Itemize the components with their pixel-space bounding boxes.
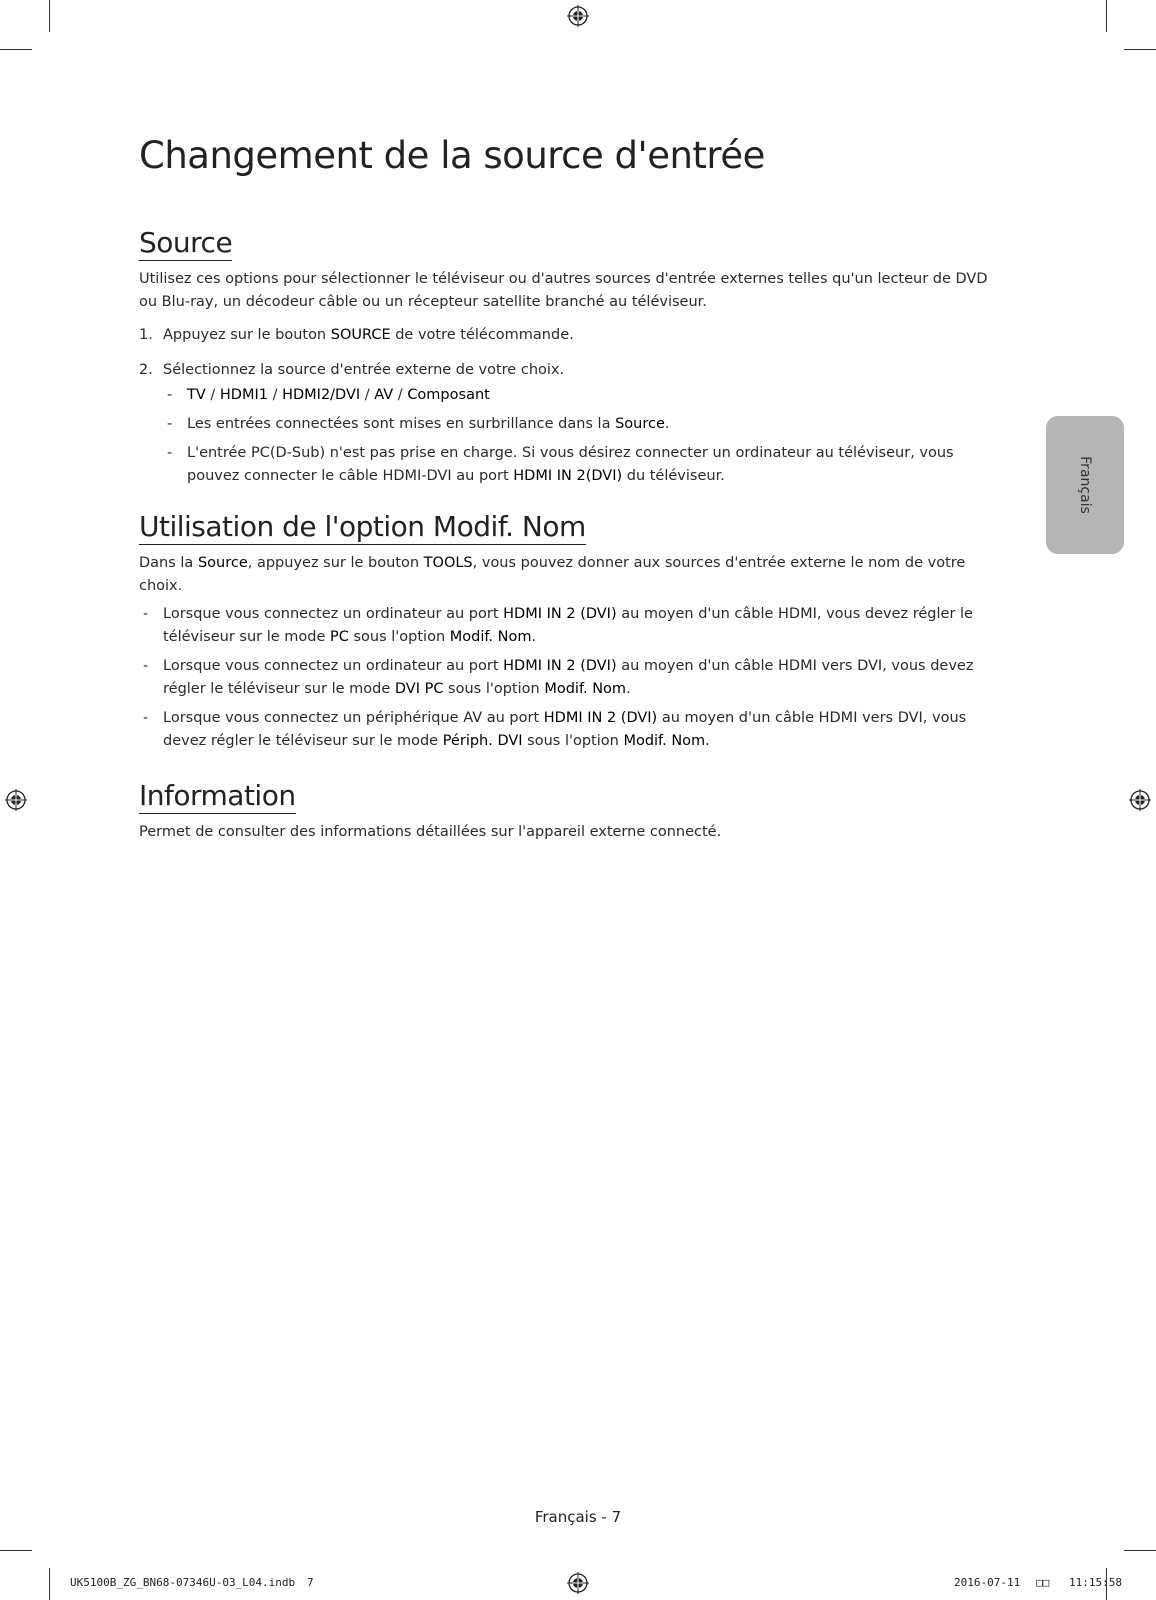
highlight: HDMI IN 2 (DVI) (503, 658, 617, 674)
slug-page: 7 (307, 1576, 314, 1589)
list-text: au moyen d'un câble HDMI vers DVI, vous devez régler le téléviseur sur le mode (163, 710, 967, 749)
highlight: Source (615, 416, 665, 432)
highlight: TOOLS (423, 555, 473, 571)
step-text: Appuyez sur le bouton (163, 327, 331, 343)
highlight: Modif. Nom (544, 681, 627, 697)
slug-date: 2016-07-11 (954, 1576, 1021, 1589)
step-number: 2. (139, 362, 153, 378)
section-rename (139, 510, 1009, 753)
list-text: du téléviseur. (622, 468, 725, 484)
crop-mark (49, 0, 50, 32)
section-heading-rename: Utilisation de l'option Modif. Nom (139, 510, 586, 543)
crop-mark (1124, 1550, 1156, 1551)
crop-mark (1106, 0, 1107, 32)
list-item (139, 707, 1009, 753)
source-options-list (163, 384, 1009, 488)
list-text: Lorsque vous connectez un périphérique AV au port (163, 710, 544, 726)
source-intro: Utilisez ces options pour sélectionner le téléviseur ou d'autres sources d'entrée externes telles qu'un lecteur de DVD ou Blu-ray, un décodeur câble ou un récepteur satellite branché au téléviseur. (139, 271, 988, 310)
list-text: sous l'option (443, 681, 545, 697)
option-tv: TV (187, 387, 206, 403)
list-item (163, 413, 1009, 436)
section-source (139, 226, 1009, 488)
page-number: Français - 7 (534, 1508, 622, 1526)
separator: / (205, 387, 220, 403)
step-text: Sélectionnez la source d'entrée externe de votre choix. (163, 362, 565, 378)
registration-mark-icon (1129, 789, 1151, 811)
option-composant: Composant (407, 387, 490, 403)
section-heading-information: Information (139, 779, 296, 812)
page-title: Changement de la source d'entrée (139, 134, 765, 177)
information-text: Permet de consulter des informations détaillées sur l'appareil externe connecté. (139, 824, 722, 840)
source-steps (139, 324, 1009, 488)
step-text: de votre télécommande. (390, 327, 574, 343)
highlight: Modif. Nom (449, 629, 532, 645)
source-button-label: SOURCE (330, 327, 391, 343)
registration-mark-icon (567, 5, 589, 27)
step-number: 1. (139, 327, 153, 343)
section-heading-source: Source (139, 226, 233, 259)
intro-text: , vous pouvez donner aux sources d'entrée externe le nom de votre choix. (139, 555, 966, 594)
crop-mark (1124, 49, 1156, 50)
registration-mark-icon (5, 789, 27, 811)
step-1 (139, 324, 1009, 347)
separator: / (360, 387, 375, 403)
list-text: . (705, 733, 710, 749)
list-item (163, 384, 1009, 407)
list-text: Lorsque vous connectez un ordinateur au port (163, 658, 504, 674)
highlight: Source (197, 555, 248, 571)
highlight: HDMI IN 2 (DVI) (503, 606, 617, 622)
list-text: au moyen d'un câble HDMI vers DVI, vous devez régler le téléviseur sur le mode (163, 658, 974, 697)
slug-time: 11:15:58 (1069, 1576, 1122, 1589)
rename-intro (139, 552, 1009, 598)
side-tab-label: Français (1077, 456, 1093, 514)
list-text: Les entrées connectées sont mises en surbrillance dans la (187, 416, 616, 432)
list-text: sous l'option (348, 629, 450, 645)
list-item (139, 655, 1009, 701)
highlight: Périph. DVI (442, 733, 523, 749)
language-side-tab (1046, 416, 1124, 554)
intro-text: Dans la (139, 555, 198, 571)
highlight: HDMI IN 2(DVI) (513, 468, 623, 484)
content (139, 226, 1009, 844)
crop-mark (49, 1568, 50, 1600)
list-text: . (626, 681, 631, 697)
highlight: DVI PC (394, 681, 444, 697)
highlight: HDMI IN 2 (DVI) (543, 710, 658, 726)
list-text: sous l'option (522, 733, 624, 749)
crop-mark (0, 49, 32, 50)
step-2 (139, 359, 1009, 488)
list-text: . (531, 629, 537, 645)
separator: / (393, 387, 408, 403)
section-information (139, 779, 1009, 844)
option-hdmi2-dvi: HDMI2/DVI (282, 387, 361, 403)
list-text: Lorsque vous connectez un ordinateur au port (163, 606, 504, 622)
option-av: AV (374, 387, 394, 403)
option-hdmi1: HDMI1 (219, 387, 268, 403)
registration-mark-icon (567, 1572, 589, 1594)
slug-file: UK5100B_ZG_BN68-07346U-03_L04.indb (70, 1576, 296, 1589)
crop-mark (0, 1550, 32, 1551)
slug-boxes: □□ (1036, 1576, 1050, 1589)
highlight: PC (330, 629, 349, 645)
list-item (163, 442, 1009, 488)
intro-text: , appuyez sur le bouton (247, 555, 424, 571)
list-text: au moyen d'un câble HDMI, vous devez régler le téléviseur sur le mode (163, 606, 973, 645)
list-text: . (664, 416, 670, 432)
separator: / (267, 387, 283, 403)
list-text: L'entrée PC(D-Sub) n'est pas prise en charge. Si vous désirez connecter un ordinateur au téléviseur, vous pouvez connecter le câble HDMI-DVI au port (187, 445, 954, 484)
list-item (139, 603, 1009, 649)
rename-list (139, 603, 1009, 753)
highlight: Modif. Nom (623, 733, 706, 749)
